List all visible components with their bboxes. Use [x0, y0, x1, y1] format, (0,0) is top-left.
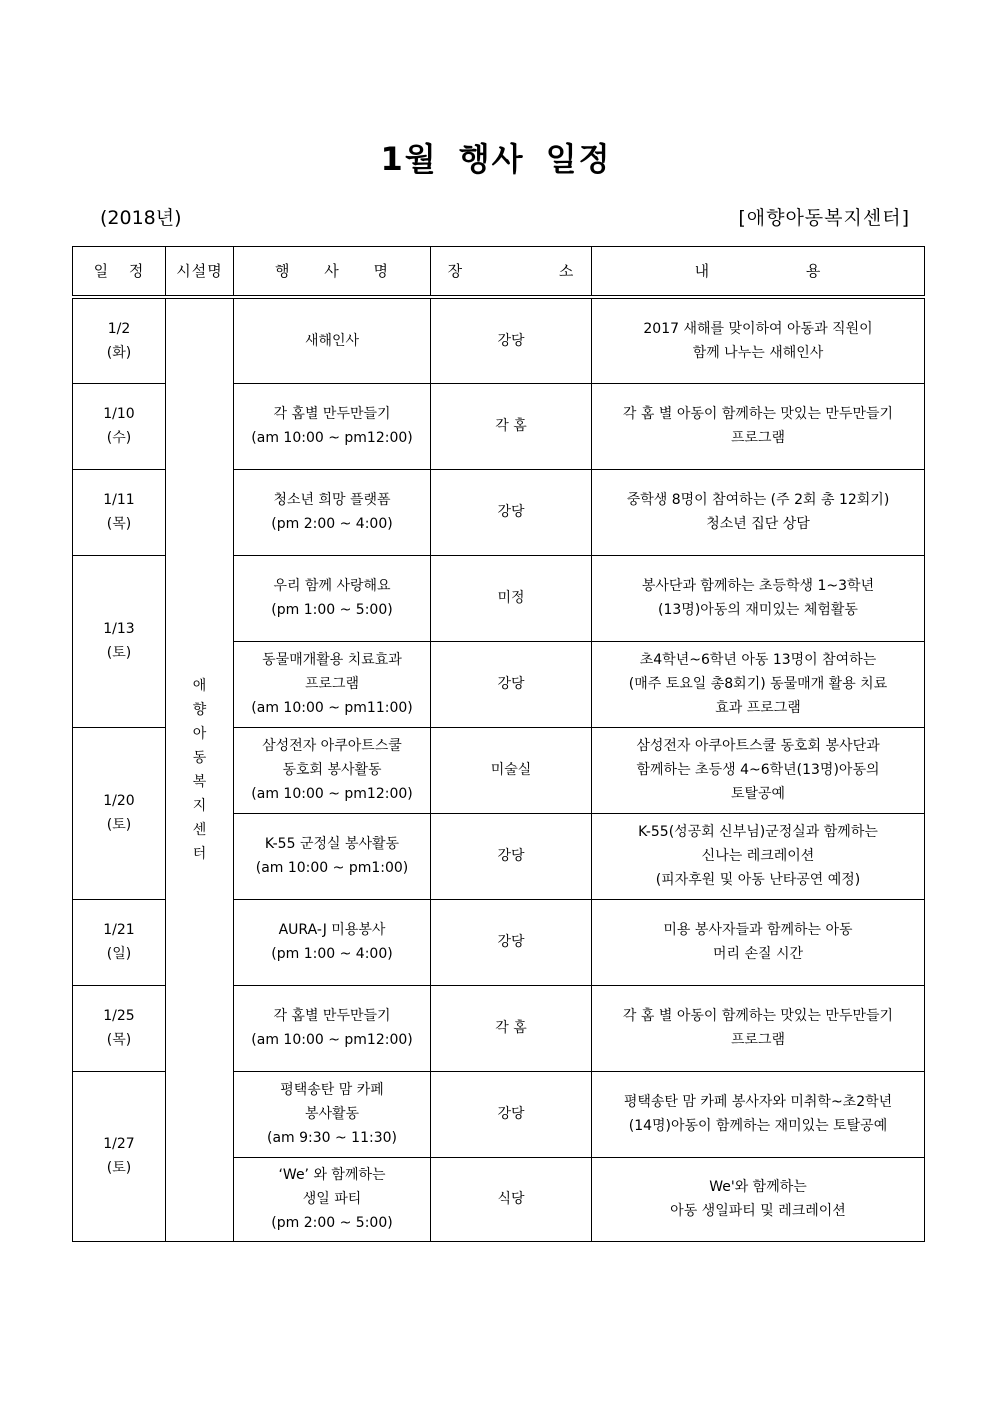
- facility-char: 복: [192, 773, 207, 790]
- content-line: 함께하는 초등생 4~6학년(13명)아동의: [636, 762, 880, 778]
- date-cell: [73, 469, 166, 555]
- date-text: 1/10: [103, 406, 135, 422]
- content-line: K-55(성공회 신부님)군정실과 함께하는: [638, 824, 878, 840]
- date-text: 1/11: [103, 492, 135, 508]
- place-cell: 강당: [431, 1071, 592, 1157]
- event-line: 동물매개활용 치료효과: [262, 652, 402, 668]
- event-line: 청소년 희망 플랫폼: [273, 492, 391, 508]
- content-line: 토탈공예: [730, 786, 786, 802]
- event-line: (am 10:00 ~ pm11:00): [251, 700, 413, 716]
- event-line: 우리 함께 사랑해요: [273, 578, 391, 594]
- event-line: (pm 1:00 ~ 5:00): [271, 602, 393, 618]
- place-cell: 강당: [431, 899, 592, 985]
- day-text: (토): [106, 1160, 132, 1176]
- content-line: (매주 토요일 총8회기) 동물매개 활용 치료: [628, 676, 888, 692]
- content-line: 미용 봉사자들과 함께하는 아동: [663, 922, 853, 938]
- content-line: 봉사단과 함께하는 초등학생 1~3학년: [641, 578, 875, 594]
- day-text: (목): [106, 1032, 132, 1048]
- content-cell: [592, 383, 925, 469]
- place-cell: 강당: [431, 641, 592, 727]
- place-cell: 강당: [431, 469, 592, 555]
- header-facility: 시설명: [166, 247, 234, 298]
- facility-char: 센: [192, 821, 207, 838]
- content-cell: [592, 469, 925, 555]
- content-line: 삼성전자 아쿠아트스쿨 동호회 봉사단과: [636, 738, 880, 754]
- table-row: [73, 297, 925, 383]
- header-content: 내 용: [592, 247, 925, 298]
- event-line: 평택송탄 맘 카페: [280, 1082, 384, 1098]
- event-line: (pm 2:00 ~ 4:00): [271, 516, 393, 532]
- content-cell: [592, 555, 925, 641]
- facility-char: 향: [192, 701, 207, 718]
- content-line: 아동 생일파티 및 레크레이션: [670, 1203, 846, 1219]
- header-place: 장 소: [431, 247, 592, 298]
- event-line: 프로그램: [304, 676, 360, 692]
- content-line: 평택송탄 맘 카페 봉사자와 미취학~초2학년: [623, 1094, 893, 1110]
- event-cell: [234, 641, 431, 727]
- event-line: 동호회 봉사활동: [282, 762, 382, 778]
- content-cell: [592, 641, 925, 727]
- header-row: [73, 247, 925, 298]
- day-text: (일): [106, 946, 132, 962]
- event-line: 삼성전자 아쿠아트스쿨: [262, 738, 402, 754]
- date-text: 1/13: [103, 621, 135, 637]
- place-cell: 강당: [431, 813, 592, 899]
- content-line: 머리 손질 시간: [712, 946, 804, 962]
- day-text: (화): [106, 344, 132, 361]
- date-text: 1/20: [103, 793, 135, 809]
- content-cell: [592, 1071, 925, 1157]
- content-line: 각 홈 별 아동이 함께하는 맛있는 만두만들기: [622, 406, 894, 422]
- header-event: 행 사 명: [234, 247, 431, 298]
- content-cell: [592, 813, 925, 899]
- content-cell: [592, 297, 925, 383]
- event-line: 새해인사: [304, 332, 360, 349]
- event-line: AURA-J 미용봉사: [278, 922, 386, 938]
- event-line: (am 10:00 ~ pm12:00): [251, 786, 413, 802]
- content-line: (14명)아동이 함께하는 재미있는 토탈공예: [628, 1118, 888, 1134]
- content-line: 청소년 집단 상담: [706, 516, 810, 532]
- event-cell: [234, 985, 431, 1071]
- date-text: 1/25: [103, 1008, 135, 1024]
- date-text: 1/21: [103, 922, 135, 938]
- content-line: 각 홈 별 아동이 함께하는 맛있는 만두만들기: [622, 1008, 894, 1024]
- date-cell: [73, 727, 166, 899]
- content-line: 함께 나누는 새해인사: [692, 344, 824, 361]
- event-cell: [234, 297, 431, 383]
- event-cell: [234, 383, 431, 469]
- facility-char: 애: [192, 677, 207, 694]
- day-text: (수): [106, 430, 132, 446]
- event-cell: [234, 899, 431, 985]
- content-line: 프로그램: [730, 430, 786, 446]
- event-cell: [234, 1071, 431, 1157]
- content-line: We'와 함께하는: [709, 1179, 807, 1195]
- place-cell: 각 홈: [431, 383, 592, 469]
- day-text: (목): [106, 516, 132, 532]
- event-line: (am 10:00 ~ pm12:00): [251, 430, 413, 446]
- event-line: K-55 군정실 봉사활동: [264, 836, 400, 852]
- schedule-table: [72, 246, 925, 1242]
- date-cell: [73, 383, 166, 469]
- content-cell: [592, 727, 925, 813]
- event-cell: [234, 469, 431, 555]
- event-line: 봉사활동: [304, 1106, 360, 1122]
- event-line: ‘We’ 와 함께하는: [278, 1167, 386, 1183]
- date-cell: [73, 985, 166, 1071]
- content-line: 효과 프로그램: [715, 700, 801, 716]
- event-line: (am 10:00 ~ pm12:00): [251, 1032, 413, 1048]
- date-cell: [73, 1071, 166, 1241]
- event-cell: [234, 555, 431, 641]
- facility-cell: [166, 297, 234, 1241]
- event-line: (am 9:30 ~ 11:30): [266, 1130, 397, 1146]
- event-line: (pm 1:00 ~ 4:00): [271, 946, 393, 962]
- date-text: 1/27: [103, 1136, 135, 1152]
- facility-char: 아: [192, 725, 207, 742]
- day-text: (토): [106, 645, 132, 661]
- place-cell: 미정: [431, 555, 592, 641]
- content-line: (13명)아동의 재미있는 체험활동: [658, 602, 858, 618]
- content-line: 2017 새해를 맞이하여 아동과 직원이: [643, 320, 873, 337]
- event-line: 생일 파티: [302, 1191, 362, 1207]
- event-cell: [234, 1157, 431, 1241]
- event-cell: [234, 813, 431, 899]
- event-cell: [234, 727, 431, 813]
- content-cell: [592, 899, 925, 985]
- facility-char: 동: [192, 749, 207, 766]
- place-cell: 미술실: [431, 727, 592, 813]
- header-date: 일 정: [73, 247, 166, 298]
- event-line: 각 홈별 만두만들기: [273, 1008, 391, 1024]
- day-text: (토): [106, 817, 132, 833]
- place-cell: 강당: [431, 297, 592, 383]
- content-line: 초4학년~6학년 아동 13명이 참여하는: [639, 652, 877, 668]
- page-title: 1월 행사 일정: [380, 140, 612, 178]
- content-line: (피자후원 및 아동 난타공연 예정): [655, 872, 861, 888]
- date-cell: [73, 899, 166, 985]
- place-cell: 각 홈: [431, 985, 592, 1071]
- place-cell: 식당: [431, 1157, 592, 1241]
- year-label: (2018년): [100, 207, 182, 229]
- event-line: (pm 2:00 ~ 5:00): [271, 1215, 393, 1231]
- date-text: 1/2: [107, 320, 131, 337]
- content-line: 프로그램: [730, 1032, 786, 1048]
- content-cell: [592, 1157, 925, 1241]
- content-line: 중학생 8명이 참여하는 (주 2회 총 12회기): [626, 492, 890, 508]
- facility-char: 터: [192, 845, 207, 862]
- content-line: 신나는 레크레이션: [701, 848, 815, 864]
- event-line: 각 홈별 만두만들기: [273, 406, 391, 422]
- event-line: (am 10:00 ~ pm1:00): [255, 860, 409, 876]
- facility-char: 지: [192, 797, 207, 814]
- date-cell: [73, 297, 166, 383]
- date-cell: [73, 555, 166, 727]
- content-cell: [592, 985, 925, 1071]
- organization-label: [애향아동복지센터]: [738, 207, 910, 229]
